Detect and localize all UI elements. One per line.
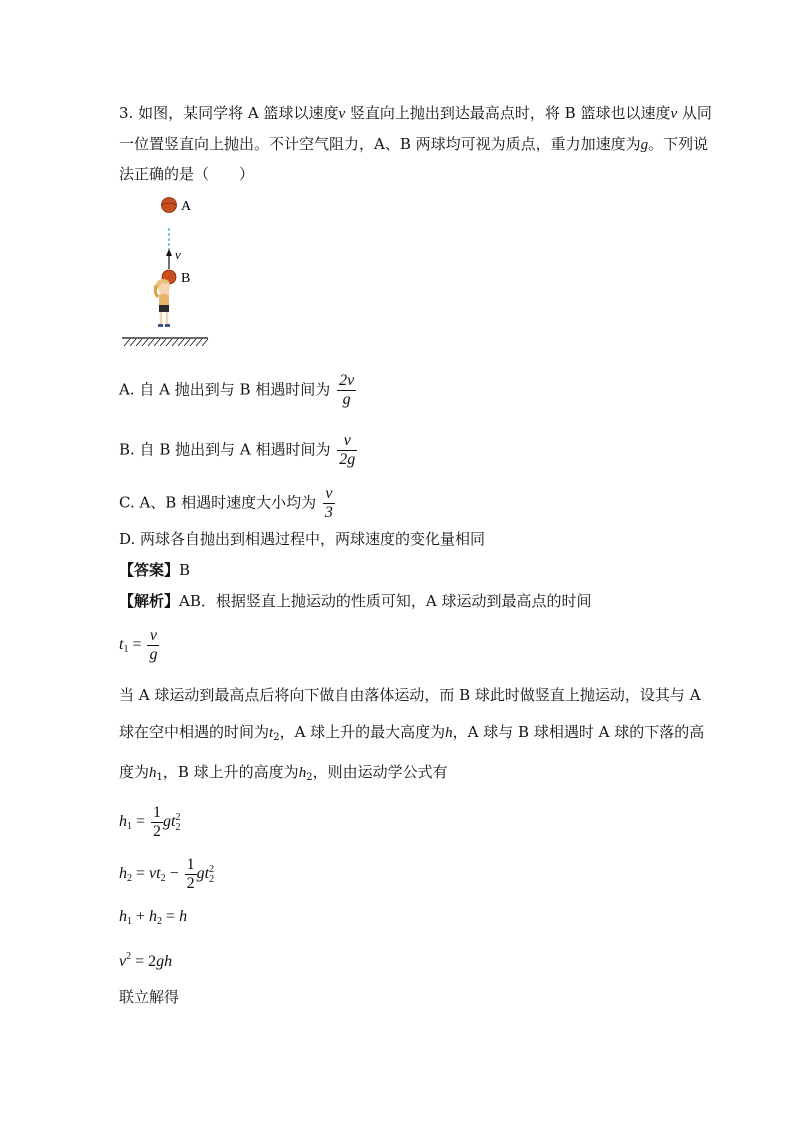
basketball-figure <box>118 193 218 353</box>
equation-v2: $v^2 = 2gh$ <box>119 951 173 970</box>
student-icon <box>155 279 170 327</box>
option-a-fraction: $\frac{2v}{g}$ <box>339 372 355 408</box>
label-v: v <box>175 247 181 262</box>
label-a: A <box>181 199 192 214</box>
final-line: 联立解得 <box>119 988 180 1006</box>
ground-hatch <box>122 338 208 346</box>
equation-h2: $h_2 = vt_2$ − $\frac{1}{2}$ gt 2 2 <box>119 856 215 892</box>
question-line-1: 3. 如图，某同学将 A 篮球以速度v 竖直向上抛出到达最高点时，将 B 篮球也以速度v 从同 <box>119 104 712 122</box>
equation-t1: $t_1$ = $\frac{v}{g}$ <box>119 627 158 663</box>
equation-h1: $h_1$ = $\frac{1}{2}$ gt 2 2 <box>119 804 181 840</box>
analysis-para-1: 当 A 球运动到最高点后将向下做自由落体运动，而 B 球此时做竖直上抛运动，设其与 A <box>119 686 701 704</box>
option-c: C. A、B 相遇时速度大小均为 $\frac{v}{3}$ <box>119 485 333 521</box>
analysis-line-1: 【解析】AB．根据竖直上抛运动的性质可知，A 球运动到最高点的时间 <box>119 592 592 610</box>
analysis-para-2: 球在空中相遇的时间为$t_2$，A 球上升的最大高度为h，A 球与 B 球相遇时 A 球的下落的高 <box>119 723 705 743</box>
equation-sum: $h_1 + h_2 = h$ <box>119 908 188 927</box>
analysis-para-3: 度为$h_1$，B 球上升的高度为$h_2$，则由运动学公式有 <box>119 763 448 783</box>
option-c-fraction: $\frac{v}{3}$ <box>324 485 333 521</box>
question-line-3: 法正确的是（ ） <box>119 165 255 183</box>
option-b-fraction: $\frac{v}{2g}$ <box>339 432 356 468</box>
ball-a-icon <box>162 198 177 213</box>
option-a: A. 自 A 抛出到与 B 相遇时间为 $\frac{2v}{g}$ <box>119 372 355 408</box>
option-b: B. 自 B 抛出到与 A 相遇时间为 $\frac{v}{2g}$ <box>119 432 356 468</box>
label-b: B <box>181 271 191 286</box>
answer-line: 【答案】B <box>119 561 191 579</box>
question-line-2: 一位置竖直向上抛出。不计空气阻力，A、B 两球均可视为质点，重力加速度为g。下列说 <box>119 135 709 153</box>
figure-svg <box>118 193 218 353</box>
option-d: D. 两球各自抛出到相遇过程中，两球速度的变化量相同 <box>119 530 486 548</box>
